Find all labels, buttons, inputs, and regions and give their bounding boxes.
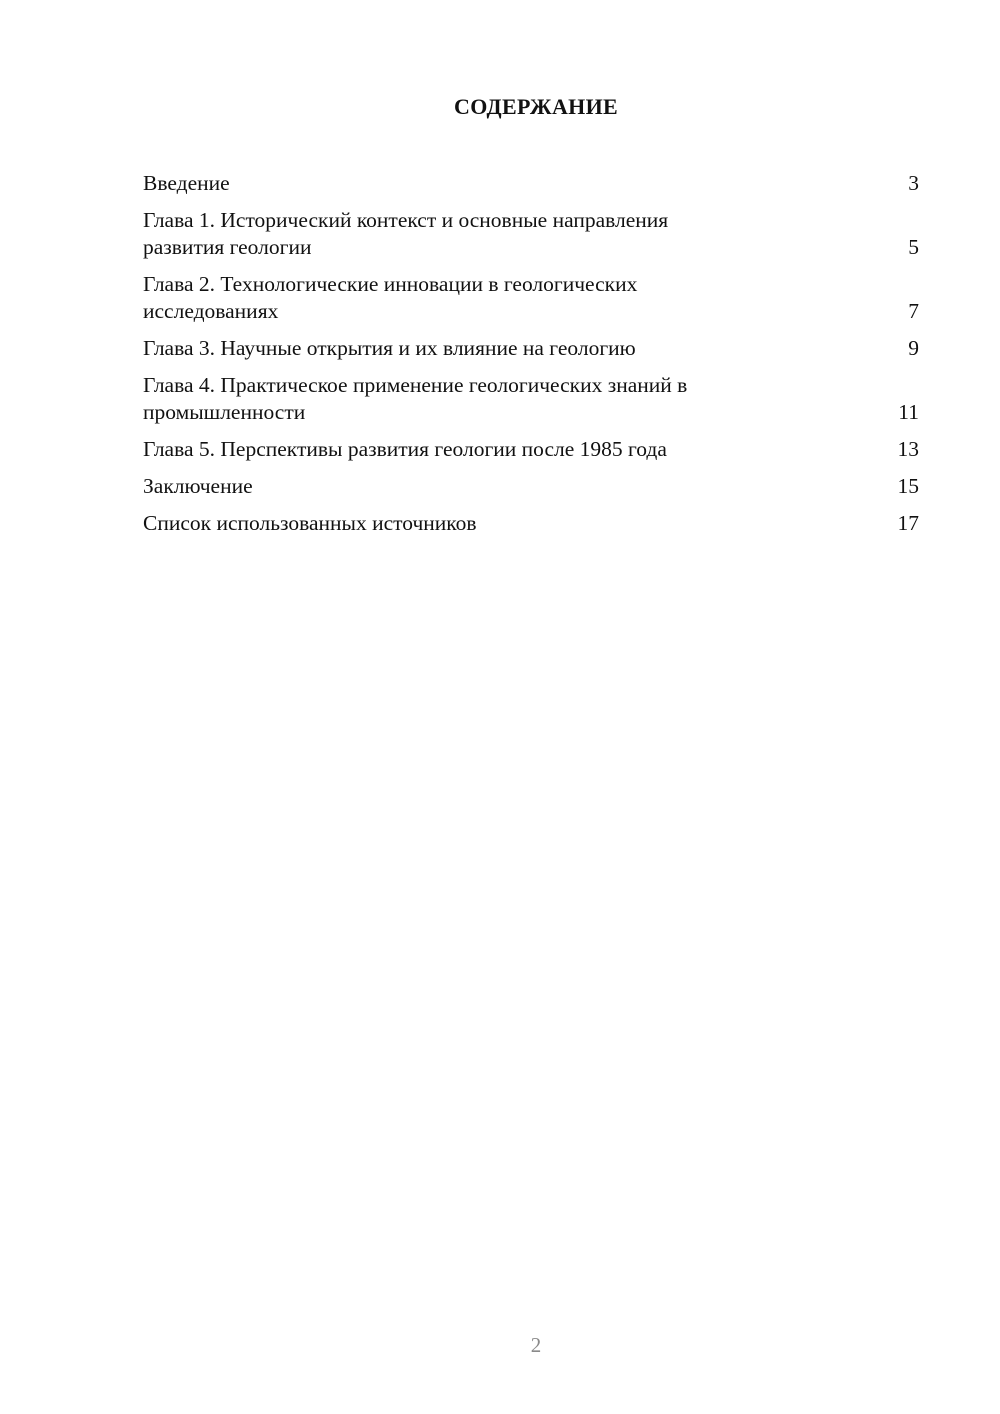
toc-entry-chapter-4[interactable] bbox=[143, 372, 919, 426]
toc-entry-label-line: Список использованных источников bbox=[143, 511, 477, 535]
toc-entry-label bbox=[143, 271, 637, 325]
toc-entry-label bbox=[143, 510, 477, 537]
toc-entry-chapter-3[interactable] bbox=[143, 335, 919, 362]
toc-entry-page: 3 bbox=[908, 171, 919, 195]
toc-entry-label bbox=[143, 207, 668, 261]
toc-entry-label bbox=[143, 335, 636, 362]
page-number: 2 bbox=[530, 1333, 542, 1357]
toc-entry-page: 13 bbox=[897, 437, 919, 461]
toc-entry-label-line: Глава 4. Практическое применение геологических знаний в bbox=[143, 373, 688, 397]
toc-entry-label-line: Введение bbox=[143, 171, 230, 195]
toc-entry-label-line: промышленности bbox=[143, 400, 306, 424]
toc-entry-label-line: развития геологии bbox=[143, 235, 312, 259]
toc-entry-label bbox=[143, 473, 253, 500]
toc-entry-references[interactable] bbox=[143, 510, 919, 537]
toc-entry-page: 11 bbox=[898, 400, 919, 424]
toc-entry-label-line: Заключение bbox=[143, 474, 253, 498]
toc-entry-label bbox=[143, 372, 687, 426]
table-of-contents bbox=[143, 170, 919, 547]
toc-entry-introduction[interactable] bbox=[143, 170, 919, 197]
toc-entry-label bbox=[143, 170, 230, 197]
toc-entry-page: 7 bbox=[908, 299, 919, 323]
toc-entry-page: 15 bbox=[897, 474, 919, 498]
toc-entry-label-line: исследованиях bbox=[143, 299, 279, 323]
toc-entry-label-line: Глава 3. Научные открытия и их влияние на геологию bbox=[143, 336, 636, 360]
toc-entry-label-line: Глава 5. Перспективы развития геологии после 1985 года bbox=[143, 437, 667, 461]
toc-entry-label-line: Глава 1. Исторический контекст и основные направления bbox=[143, 208, 669, 232]
toc-heading: СОДЕРЖАНИЕ bbox=[454, 94, 618, 119]
toc-entry-page: 17 bbox=[897, 511, 919, 535]
toc-entry-conclusion[interactable] bbox=[143, 473, 919, 500]
toc-entry-chapter-1[interactable] bbox=[143, 207, 919, 261]
toc-entry-page: 9 bbox=[908, 336, 919, 360]
toc-entry-label bbox=[143, 436, 667, 463]
toc-entry-chapter-5[interactable] bbox=[143, 436, 919, 463]
toc-entry-chapter-2[interactable] bbox=[143, 271, 919, 325]
toc-entry-label-line: Глава 2. Технологические инновации в геологических bbox=[143, 272, 638, 296]
toc-entry-page: 5 bbox=[908, 235, 919, 259]
